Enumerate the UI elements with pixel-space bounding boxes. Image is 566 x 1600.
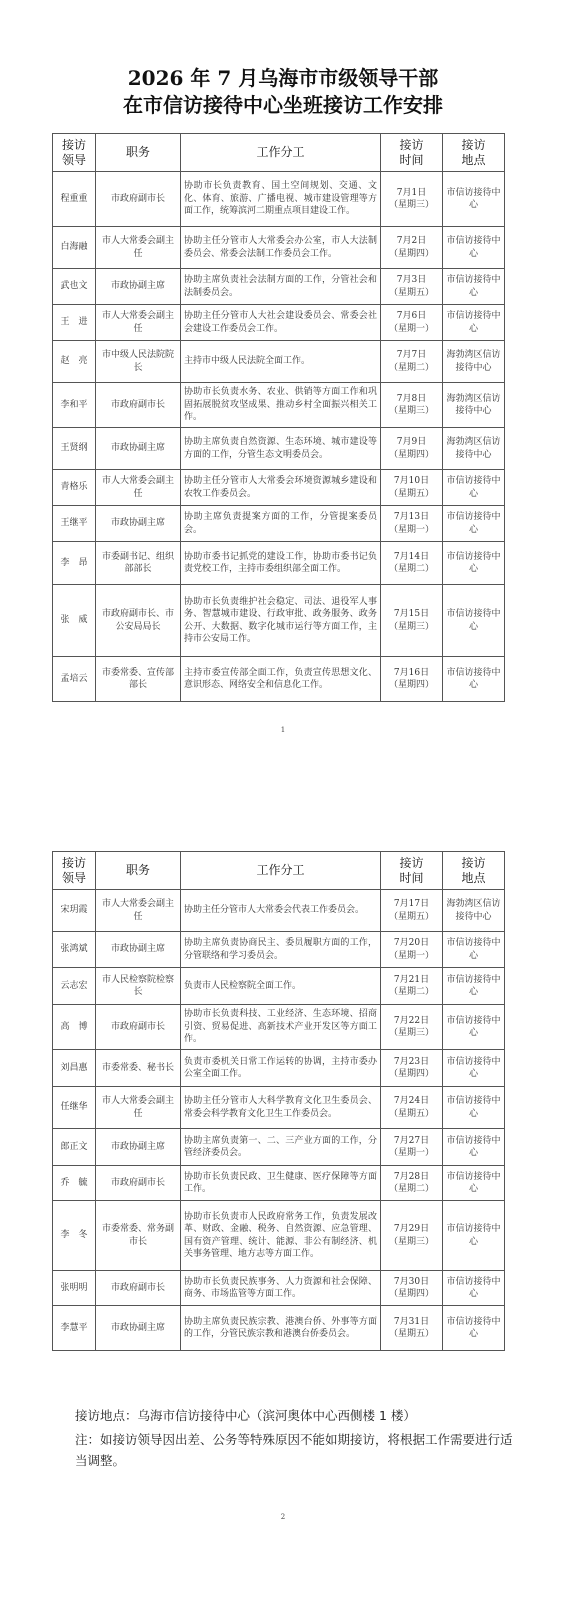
place-cell: 市信访接待中心: [443, 542, 505, 585]
date-text: 7月28日: [393, 1171, 430, 1182]
date-text: 7月16日: [393, 667, 430, 678]
table-header-row: [53, 852, 505, 890]
table-row: [53, 1129, 505, 1166]
place-cell: 市信访接待中心: [443, 968, 505, 1005]
date-cell: [381, 657, 443, 702]
place-cell: 市信访接待中心: [443, 1306, 505, 1351]
table-row: [53, 470, 505, 506]
date-cell: [381, 890, 443, 932]
duty-cell: 负责市人民检察院全面工作。: [181, 968, 381, 1005]
leader-name-cell: 王贤纲: [53, 428, 96, 470]
location-note: 接访地点：乌海市信访接待中心（滨河奥体中心西侧楼 1 楼）: [75, 1408, 416, 1423]
weekday-text: （星期一）: [388, 323, 434, 334]
date-text: 7月15日: [393, 609, 430, 619]
document-page-1: [0, 0, 566, 785]
weekday-text: （星期二）: [388, 987, 434, 997]
position-cell: 市政协副主席: [96, 1129, 181, 1166]
date-text: 7月6日: [396, 311, 427, 321]
date-text: 7月29日: [393, 1224, 430, 1234]
duty-cell: 协助市长负责水务、农业、供销等方面工作和巩固拓展脱贫攻坚成果、推动乡村全面振兴相关工作。: [181, 383, 381, 428]
date-cell: [381, 1005, 443, 1050]
header-position: 职务: [96, 134, 181, 172]
duty-cell: 协助市长负责维护社会稳定、司法、退役军人事务、智慧城市建设、行政审批、政务服务、政务公开、大数据、数字化城市运行等方面工作，主持市公安局工作。: [181, 585, 381, 657]
table-row: [53, 1271, 505, 1306]
position-cell: 市人大常委会副主任: [96, 1087, 181, 1129]
table-row: [53, 1005, 505, 1050]
position-cell: 市政协副主席: [96, 428, 181, 470]
header-position: 职务: [96, 852, 181, 890]
weekday-text: （星期五）: [388, 1329, 434, 1339]
table-row: [53, 1201, 505, 1271]
position-cell: 市人民检察院检察长: [96, 968, 181, 1005]
leader-name-cell: 高 博: [53, 1005, 96, 1050]
weekday-text: （星期三）: [388, 406, 434, 416]
leader-name-cell: 武也文: [53, 269, 96, 305]
place-cell: 海勃湾区信访接待中心: [443, 890, 505, 932]
weekday-text: （星期一）: [388, 524, 434, 535]
table-row: [53, 305, 505, 341]
date-cell: [381, 341, 443, 383]
date-cell: [381, 932, 443, 968]
duty-cell: 协助主席负责协商民主、委员履职方面的工作，分管联络和学习委员会。: [181, 932, 381, 968]
table-row: [53, 657, 505, 702]
position-cell: 市委常委、宣传部部长: [96, 657, 181, 702]
table-row: [53, 341, 505, 383]
header-place: 接访 地点: [443, 852, 505, 890]
page-number: 1: [280, 726, 286, 734]
position-cell: 市政府副市长: [96, 1166, 181, 1201]
weekday-text: （星期五）: [388, 1108, 434, 1119]
date-text: 7月1日: [396, 187, 427, 198]
table-row: [53, 1306, 505, 1351]
position-cell: 市政府副市长: [96, 1005, 181, 1050]
weekday-text: （星期一）: [388, 1148, 434, 1158]
place-cell: 市信访接待中心: [443, 506, 505, 542]
place-cell: 海勃湾区信访接待中心: [443, 341, 505, 383]
position-cell: 市人大常委会副主任: [96, 305, 181, 341]
weekday-text: （星期五）: [388, 488, 434, 499]
table-row: [53, 932, 505, 968]
weekday-text: （星期三）: [388, 621, 434, 632]
place-cell: 市信访接待中心: [443, 172, 505, 227]
leader-name-cell: 青格乐: [53, 470, 96, 506]
table-row: [53, 585, 505, 657]
place-cell: 市信访接待中心: [443, 932, 505, 968]
duty-cell: 协助主席负责提案方面的工作，分管提案委员会。: [181, 506, 381, 542]
weekday-text: （星期一）: [388, 950, 434, 961]
duty-cell: 协助主席负责社会法制方面的工作，分管社会和法制委员会。: [181, 269, 381, 305]
page-number: 2: [280, 1513, 286, 1521]
duty-cell: 协助主任分管市人大科学教育文化卫生委员会、常委会科学教育文化卫生工作委员会。: [181, 1087, 381, 1129]
position-cell: 市政府副市长: [96, 172, 181, 227]
date-text: 7月23日: [393, 1056, 430, 1067]
leader-name-cell: 刘昌惠: [53, 1050, 96, 1087]
duty-cell: 协助主席负责第一、二、三产业方面的工作，分管经济委员会。: [181, 1129, 381, 1166]
duty-cell: 协助市长负责市人民政府常务工作，负责发展改革、财政、金融、税务、自然资源、应急管理、国有资产管理、统计、能源、非公有制经济、机关事务管理、地方志等方面工作。: [181, 1201, 381, 1271]
leader-name-cell: 乔 毓: [53, 1166, 96, 1201]
date-cell: [381, 1166, 443, 1201]
weekday-text: （星期五）: [388, 911, 434, 922]
leader-name-cell: 张 威: [53, 585, 96, 657]
table-row: [53, 506, 505, 542]
duty-cell: 协助主任分管市人大社会建设委员会、常委会社会建设工作委员会工作。: [181, 305, 381, 341]
date-text: 7月13日: [393, 512, 430, 522]
date-cell: [381, 227, 443, 269]
leader-name-cell: 王 进: [53, 305, 96, 341]
table-row: [53, 1050, 505, 1087]
leader-name-cell: 白海融: [53, 227, 96, 269]
table-row: [53, 890, 505, 932]
date-text: 7月7日: [396, 350, 427, 360]
duty-cell: 协助主任分管市人大常委会代表工作委员会。: [181, 890, 381, 932]
place-cell: 市信访接待中心: [443, 1271, 505, 1306]
date-text: 7月10日: [393, 476, 430, 486]
date-text: 7月31日: [393, 1316, 430, 1327]
weekday-text: （星期三）: [388, 1236, 434, 1247]
header-duty: 工作分工: [181, 852, 381, 890]
date-cell: [381, 172, 443, 227]
leader-name-cell: 云志宏: [53, 968, 96, 1005]
leader-name-cell: 张明明: [53, 1271, 96, 1306]
weekday-text: （星期三）: [388, 1028, 434, 1038]
leader-name-cell: 李 昂: [53, 542, 96, 585]
duty-cell: 协助市长负责民族事务、人力资源和社会保障、商务、市场监管等方面工作。: [181, 1271, 381, 1306]
duty-cell: 负责市委机关日常工作运转的协调，主持市委办公室全面工作。: [181, 1050, 381, 1087]
duty-cell: 主持市中级人民法院全面工作。: [181, 341, 381, 383]
title-line-2: 在市信访接待中心坐班接访工作安排: [123, 93, 443, 117]
duty-cell: 协助主任分管市人大常委会环境资源城乡建设和农牧工作委员会。: [181, 470, 381, 506]
date-cell: [381, 428, 443, 470]
position-cell: 市政协副主席: [96, 1306, 181, 1351]
place-cell: 市信访接待中心: [443, 585, 505, 657]
table-row: [53, 1166, 505, 1201]
date-cell: [381, 1087, 443, 1129]
date-cell: [381, 383, 443, 428]
position-cell: 市政协副主席: [96, 506, 181, 542]
header-leader: 接访 领导: [53, 134, 96, 172]
header-place: 接访 地点: [443, 134, 505, 172]
date-text: 7月17日: [393, 899, 430, 909]
place-cell: 市信访接待中心: [443, 1050, 505, 1087]
header-leader: 接访 领导: [53, 852, 96, 890]
place-cell: 市信访接待中心: [443, 1166, 505, 1201]
weekday-text: （星期三）: [388, 200, 434, 210]
date-cell: [381, 1271, 443, 1306]
leader-name-cell: 李 冬: [53, 1201, 96, 1271]
date-text: 7月3日: [396, 275, 427, 285]
place-cell: 海勃湾区信访接待中心: [443, 383, 505, 428]
leader-name-cell: 张鸿斌: [53, 932, 96, 968]
position-cell: 市政府副市长: [96, 1271, 181, 1306]
leader-name-cell: 赵 亮: [53, 341, 96, 383]
duty-cell: 主持市委宣传部全面工作，负责宣传思想文化、意识形态、网络安全和信息化工作。: [181, 657, 381, 702]
table-row: [53, 1087, 505, 1129]
duty-cell: 协助市长负责教育、国土空间规划、交通、文化、体育、旅游、广播电视、城市建设管理等方面工作，统筹滨河二期重点项目建设工作。: [181, 172, 381, 227]
weekday-text: （星期五）: [388, 287, 434, 298]
duty-cell: 协助主席负责自然资源、生态环境、城市建设等方面的工作，分管生态文明委员会。: [181, 428, 381, 470]
position-cell: 市委常委、常务副市长: [96, 1201, 181, 1271]
date-cell: [381, 470, 443, 506]
date-cell: [381, 968, 443, 1005]
duty-cell: 协助市长负责科技、工业经济、生态环境、招商引资、贸易促进、高新技术产业开发区等方面工作。: [181, 1005, 381, 1050]
weekday-text: （星期二）: [388, 564, 434, 574]
weekday-text: （星期四）: [388, 1069, 434, 1079]
table-row: [53, 172, 505, 227]
title-line-1: 2026 年 7 月乌海市市级领导干部: [127, 66, 439, 90]
leader-name-cell: 任继华: [53, 1087, 96, 1129]
date-text: 7月21日: [393, 974, 430, 985]
date-cell: [381, 305, 443, 341]
position-cell: 市政府副市长、市公安局局长: [96, 585, 181, 657]
weekday-text: （星期二）: [388, 1184, 434, 1194]
duty-cell: 协助主任分管市人大常委会办公室，市人大法制委员会、常委会法制工作委员会工作。: [181, 227, 381, 269]
table-row: [53, 428, 505, 470]
document-page-2: [0, 785, 566, 1600]
place-cell: 市信访接待中心: [443, 470, 505, 506]
leader-name-cell: 李和平: [53, 383, 96, 428]
date-text: 7月24日: [393, 1096, 430, 1106]
position-cell: 市委常委、秘书长: [96, 1050, 181, 1087]
place-cell: 市信访接待中心: [443, 1005, 505, 1050]
date-text: 7月9日: [396, 437, 427, 447]
position-cell: 市人大常委会副主任: [96, 470, 181, 506]
duty-cell: 协助市长负责民政、卫生健康、医疗保障等方面工作。: [181, 1166, 381, 1201]
adjustment-note: 注：如接访领导因出差、公务等特殊原因不能如期接访，将根据工作需要进行适当调整。: [75, 1432, 513, 1468]
place-cell: 市信访接待中心: [443, 1201, 505, 1271]
header-time: 接访 时间: [381, 852, 443, 890]
date-text: 7月2日: [396, 236, 427, 246]
weekday-text: （星期四）: [388, 248, 434, 259]
position-cell: 市人大常委会副主任: [96, 890, 181, 932]
leader-name-cell: 宋玥霞: [53, 890, 96, 932]
date-cell: [381, 1050, 443, 1087]
position-cell: 市人大常委会副主任: [96, 227, 181, 269]
date-cell: [381, 585, 443, 657]
position-cell: 市委副书记、组织部部长: [96, 542, 181, 585]
place-cell: 市信访接待中心: [443, 227, 505, 269]
place-cell: 市信访接待中心: [443, 1087, 505, 1129]
schedule-table-page-2: [52, 851, 505, 1351]
leader-name-cell: 郎正文: [53, 1129, 96, 1166]
place-cell: 市信访接待中心: [443, 1129, 505, 1166]
leader-name-cell: 孟培云: [53, 657, 96, 702]
date-text: 7月20日: [393, 938, 430, 948]
position-cell: 市政协副主席: [96, 269, 181, 305]
header-duty: 工作分工: [181, 134, 381, 172]
leader-name-cell: 李慧平: [53, 1306, 96, 1351]
leader-name-cell: 程重重: [53, 172, 96, 227]
date-text: 7月14日: [393, 551, 430, 562]
date-text: 7月30日: [393, 1276, 430, 1287]
header-time: 接访 时间: [381, 134, 443, 172]
position-cell: 市政协副主席: [96, 932, 181, 968]
date-text: 7月22日: [393, 1015, 430, 1026]
table-row: [53, 968, 505, 1005]
duty-cell: 协助主席负责民族宗教、港澳台侨、外事等方面的工作，分管民族宗教和港澳台侨委员会。: [181, 1306, 381, 1351]
place-cell: 海勃湾区信访接待中心: [443, 428, 505, 470]
duty-cell: 协助市委书记抓党的建设工作，协助市委书记负责党校工作，主持市委组织部全面工作。: [181, 542, 381, 585]
schedule-table-page-1: [52, 133, 505, 702]
weekday-text: （星期四）: [388, 680, 434, 690]
table-row: [53, 269, 505, 305]
weekday-text: （星期二）: [388, 362, 434, 373]
leader-name-cell: 王继平: [53, 506, 96, 542]
weekday-text: （星期四）: [388, 1289, 434, 1299]
place-cell: 市信访接待中心: [443, 657, 505, 702]
weekday-text: （星期四）: [388, 449, 434, 460]
position-cell: 市政府副市长: [96, 383, 181, 428]
table-header-row: [53, 134, 505, 172]
place-cell: 市信访接待中心: [443, 305, 505, 341]
date-text: 7月8日: [396, 393, 427, 404]
date-cell: [381, 1306, 443, 1351]
table-row: [53, 542, 505, 585]
position-cell: 市中级人民法院院长: [96, 341, 181, 383]
date-cell: [381, 506, 443, 542]
date-cell: [381, 269, 443, 305]
place-cell: 市信访接待中心: [443, 269, 505, 305]
date-cell: [381, 542, 443, 585]
date-text: 7月27日: [393, 1135, 430, 1146]
table-row: [53, 227, 505, 269]
date-cell: [381, 1129, 443, 1166]
table-row: [53, 383, 505, 428]
date-cell: [381, 1201, 443, 1271]
